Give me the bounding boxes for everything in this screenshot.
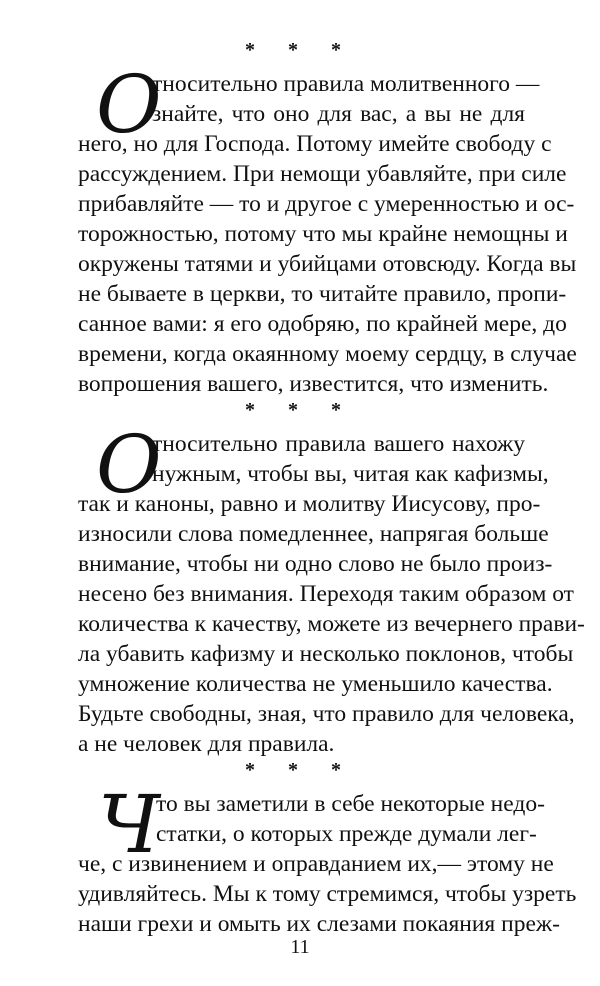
drop-cap: О: [96, 58, 162, 151]
text-line: статки, о которых прежде думали лег-: [156, 821, 537, 847]
text-line: тносительно правила молитвенного —: [152, 71, 540, 97]
text-line: вопрошения вашего, известится, что изменить.: [78, 371, 549, 397]
text-line: а не человек для правила.: [78, 731, 335, 757]
text-line: несено без внимания. Переходя таким образом от: [78, 581, 574, 607]
text-line: износили слова помедленнее, напрягая больше: [78, 521, 549, 547]
text-line: наши грехи и омыть их слезами покаяния преж-: [78, 911, 560, 937]
text-line: удивляйтесь. Мы к тому стремимся, чтобы узреть: [78, 881, 577, 907]
text-line: внимание, чтобы ни одно слово не было произ-: [78, 551, 553, 577]
text-line: нужным, чтобы вы, читая как кафизмы,: [152, 461, 549, 487]
text-line: ла убавить кафизму и несколько поклонов, чтобы: [78, 641, 574, 667]
text-line: то вы заметили в себе некоторые недо-: [156, 791, 545, 817]
text-line: количества к качеству, можете из вечернего прави-: [78, 611, 585, 637]
drop-cap: Ч: [98, 778, 160, 871]
text-line: окружены татями и убийцами отовсюду. Когда вы: [78, 251, 577, 277]
text-line: тносительно правила вашего нахожу: [152, 431, 525, 457]
text-line: санное вами: я его одобряю, по крайней мере, до: [78, 311, 567, 337]
section-separator: * * *: [245, 39, 355, 61]
text-line: прибавляйте — то и другое с умеренностью и ос-: [78, 191, 575, 217]
section-separator: * * *: [245, 399, 355, 421]
text-line: торожностью, потому что мы крайне немощны и: [78, 221, 568, 247]
text-line: умножение количества не уменьшило качества.: [78, 671, 553, 697]
text-line: времени, когда окаянному моему сердцу, в случае: [78, 341, 577, 367]
text-line: него, но для Господа. Потому имейте свободу с: [78, 131, 552, 157]
text-line: че, с извинением и оправданием их,— этому не: [78, 851, 554, 877]
text-line: Будьте свободны, зная, что правило для человека,: [78, 701, 575, 727]
page-number: 11: [290, 936, 310, 958]
text-line: так и каноны, равно и молитву Иисусову, про-: [78, 491, 541, 517]
text-line: знайте, что оно для вас, а вы не для: [152, 101, 525, 127]
section-separator: * * *: [245, 759, 355, 781]
drop-cap: О: [96, 418, 162, 511]
text-line: не бываете в церкви, то читайте правило, пропи-: [78, 281, 567, 307]
text-line: рассуждением. При немощи убавляйте, при силе: [78, 161, 567, 187]
